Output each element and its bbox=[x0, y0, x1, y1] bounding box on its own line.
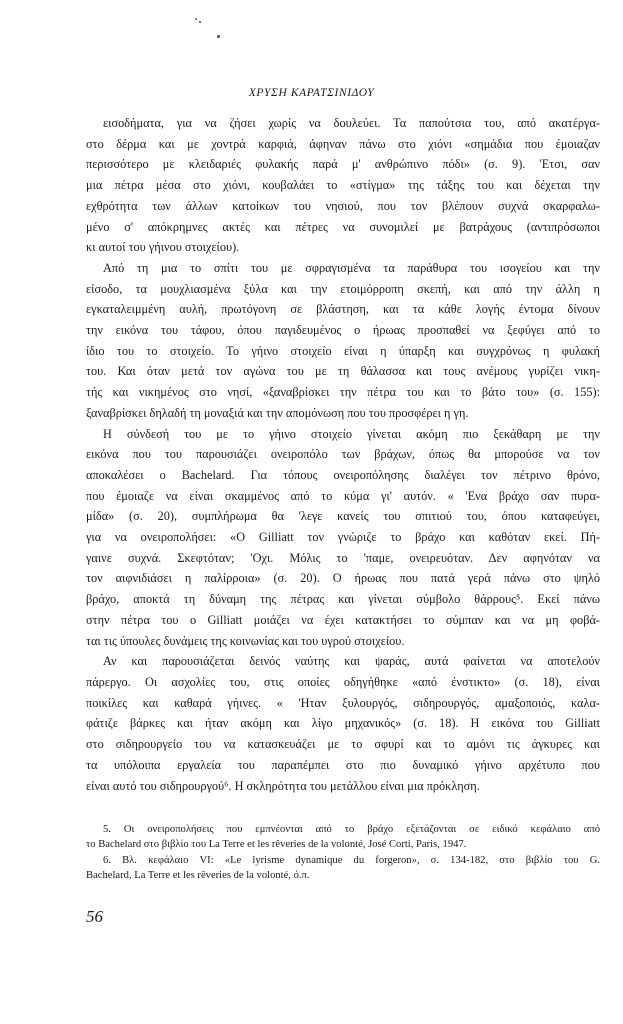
text-line: Αν και παρουσιάζεται δεινός ναύτης και ψαράς, αυτά φαίνεται να αποτελούν bbox=[103, 654, 600, 669]
text-line: το Bachelard στο βιβλίο του La Terre et les rêveries de la volonté, José Corti, Paris, 1947. bbox=[86, 839, 467, 851]
text-line: μια πέτρα μέσα στο χιόνι, κουβαλάει το «στίγμα» της τάξης του και δέχεται την bbox=[86, 178, 600, 193]
text-line: εγκαταλειμμένη αυλή, πρωτόγονη σε βλάστηση, και τα κάθε λογής έντομα δίνουν bbox=[86, 302, 600, 317]
text-line: είσοδο, τα μουχλιασμένα ξύλα και την ετοιμόρροπη σκεπή, και από την άλλη η bbox=[86, 281, 600, 296]
text-line: κι αυτοί του γήινου στοιχείου). bbox=[86, 240, 240, 255]
footnote bbox=[86, 822, 600, 853]
text-line: εικόνα που του παρουσιάζει ονειροπόλο των βράχων, όπως θα μπορούσε να τον bbox=[86, 447, 600, 462]
paragraph bbox=[86, 258, 600, 424]
text-line: εισοδήματα, για να ζήσει χωρίς να δουλεύει. Τα παπούτσια του, από ακατέργα- bbox=[103, 116, 600, 130]
page-number: 56 bbox=[86, 907, 103, 926]
text-line: μένο σ' απόκρημνες ακτές και πέτρες να συνομιλεί με βατράχους (αντιπρόσωποι bbox=[86, 219, 600, 234]
footnotes bbox=[86, 822, 600, 883]
text-line: ποικίλες και καθαρά γήινες. « 'Ηταν ξυλουργός, σιδηρουργός, αμαξοποιός, καλα- bbox=[86, 695, 600, 710]
text-line: τον αιφνιδιάσει η παλίρροια» (σ. 20). Ο ήρωας που πατά γερά πάνω στο ψηλό bbox=[86, 571, 600, 586]
text-line: περισσότερο με κλειδαριές φυλακής παρά μ' ανθρώπινο πόδι» (σ. 9). 'Ετσι, σαν bbox=[86, 157, 600, 172]
speck bbox=[195, 18, 197, 20]
text-line: γαινε συχνά. Σκεφτόταν; 'Οχι. Μόλις το 'παμε, ονειρευόταν. Δεν αφηνόταν να bbox=[86, 550, 600, 565]
text-line: Από τη μια το σπίτι του με σφραγισμένα τα παράθυρα του ισογείου και την bbox=[103, 260, 600, 275]
text-line: που έμοιαζε να είναι σκαμμένος από το κύμα γι' αυτόν. « 'Ενα βράχο σαν πυρα- bbox=[86, 488, 600, 503]
text-line: του. Και όταν μετά τον αγώνα του με τη θάλασσα και τους ανέμους γυρίζει νικη- bbox=[86, 364, 600, 379]
text-line: στο σιδηρουργείο του να κατασκευάζει με το σφυρί και το αμόνι τις άγκυρες και bbox=[86, 737, 600, 752]
paragraph bbox=[86, 424, 600, 652]
text-line: 6. Βλ. κεφάλαιο VI: «Le lyrisme dynamique du forgeron», σ. 134-182, στο βιβλίο του G. bbox=[103, 854, 600, 866]
text-line: ίδιο του το στοιχείο. Το γήινο στοιχείο είναι η ύπαρξη και συγχρόνως η φυλακή bbox=[86, 343, 600, 358]
body-text bbox=[86, 113, 600, 796]
text-line: αποκαλέσει ο Bachelard. Για τόπους ονειροπόλησης διαλέγει τον πέτρινο θρόνο, bbox=[86, 467, 600, 482]
text-line: στην πέτρα του ο Gilliatt μοιάζει να έχει κατακτήσει το σύμπαν και να μη φοβά- bbox=[86, 612, 600, 627]
text-line: 5. Οι ονειροπολήσεις που εμπνέονται από το βράχο εξετάζονται σε ειδικό κεφάλαιο από bbox=[103, 824, 600, 835]
text-line: στο δέρμα και με χοντρά καρφιά, άφηναν πάνω στο χιόνι «σημάδια που έμοιαζαν bbox=[86, 136, 600, 151]
text-line: μίδα» (σ. 20), συμπλήρωμα θα 'λεγε κανείς του σπιτιού του, όπου καταφεύγει, bbox=[86, 509, 600, 524]
running-header: ΧΡΥΣΗ ΚΑΡΑΤΣΙΝΙΔΟΥ bbox=[248, 87, 375, 99]
text-line: εχθρότητα των άλλων κατοίκων του νησιού, που τον βλέπουν συχνά σκαρφαλω- bbox=[86, 198, 600, 213]
text-line: Η σύνδεσή του με το γήινο στοιχείο γίνεται ακόμη πιο ξεκάθαρη με την bbox=[103, 426, 600, 441]
text-line: την εικόνα του τάφου, όπου παγιδευμένος ο ήρωας προσπαθεί να ξεφύγει από το bbox=[86, 323, 600, 338]
text-line: ξαναβρίσκει δηλαδή τη μοναξιά και την απομόνωση που του προσφέρει η γη. bbox=[86, 405, 469, 420]
footnote bbox=[86, 853, 600, 884]
text-line: είναι αυτό του σιδηρουργού⁶. Η σκληρότητα του μετάλλου είναι μια πρόκληση. bbox=[86, 778, 480, 793]
text-line: βράχο, αποκτά τη δύναμη της πέτρας και γίνεται σύμβολο θάρρους⁵. Εκεί πάνω bbox=[86, 592, 600, 607]
text-line: τα υπόλοιπα εργαλεία του παραπέμπει στο πιο δυναμικό γήινο αρχέτυπο που bbox=[86, 757, 600, 772]
text-line: φάτιζε βάρκες και ήταν ακόμη και λίγο μηχανικός» (σ. 18). Η εικόνα του Gilliatt bbox=[86, 716, 600, 731]
text-line: ται τις ύπουλες δυνάμεις της κοινωνίας και του υγρού στοιχείου. bbox=[86, 633, 405, 648]
paragraph bbox=[86, 651, 600, 796]
speck bbox=[199, 21, 201, 23]
text-line: πάρεργο. Οι ασχολίες του, στις οποίες οδηγήθηκε «από ένστικτο» (σ. 18), είναι bbox=[86, 674, 600, 689]
text-line: Bachelard, La Terre et les rêveries de la volonté, ό.π. bbox=[86, 869, 310, 881]
paragraph bbox=[86, 113, 600, 258]
text-line: για να ονειροπολήσει: «Ο Gilliatt τον γνώριζε το βράχο και καθόταν εκεί. Πή- bbox=[86, 530, 600, 545]
speck bbox=[217, 35, 220, 38]
text-line: τής και νικημένος στο νησί, «ξαναβρίσκει την πέτρα του και το βάτο του» (σ. 155): bbox=[86, 385, 600, 400]
